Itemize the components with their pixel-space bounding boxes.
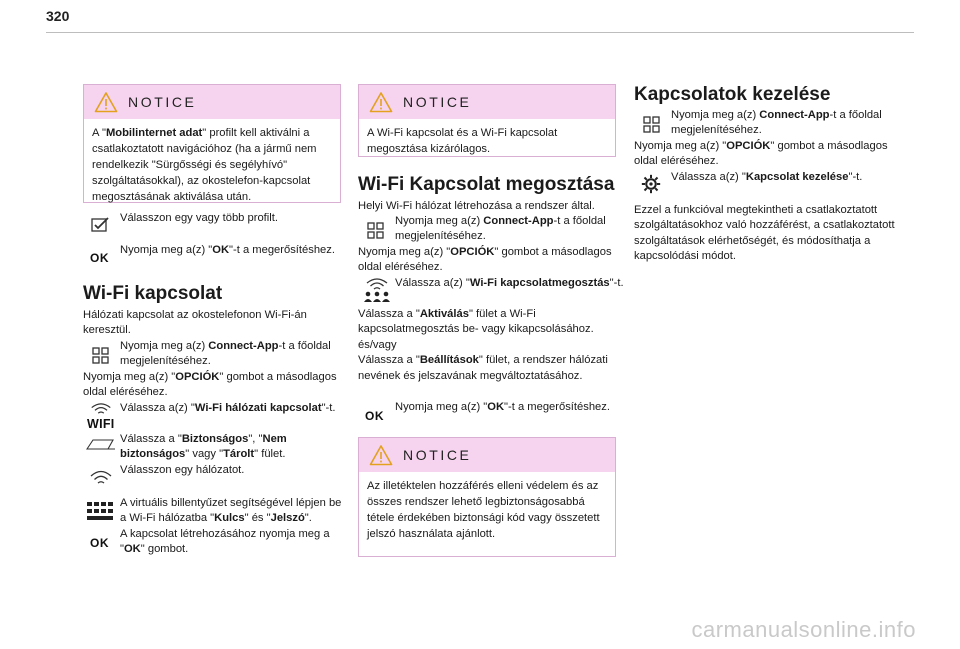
apps-grid-icon (364, 220, 388, 242)
ok-button-icon: OK (365, 409, 384, 423)
notice-box-2 (358, 84, 616, 157)
step-connect-app (358, 214, 620, 246)
step-select-profile (83, 211, 345, 233)
warning-icon (94, 91, 118, 113)
notice-header (359, 85, 615, 119)
step-text: Nyomja meg a(z) Connect-App-t a főoldal megjelenítéséhez. (395, 215, 606, 243)
step-wifi-share (358, 276, 624, 308)
step-security-tabs (83, 432, 345, 464)
step-text: Nyomja meg a(z) Connect-App-t a főoldal megjelenítéséhez. (120, 340, 331, 368)
sharing-settings-text: Válassza a "Aktiválás" fület a Wi-Fi kapcsolatmegosztás be- vagy kikapcsolásához. és/vagy Válassza a "Beállítások" fület, a rendszer hálózati nevének és jelszavának megváltoztatásához. (358, 308, 608, 382)
step-ok-create (83, 527, 345, 559)
notice-title: NOTICE (403, 94, 472, 110)
step-connect-app (634, 108, 906, 140)
step-text: Válassza a(z) "Kapcsolat kezelése"-t. (671, 171, 863, 183)
step-text: A virtuális billentyűzet segítségével lépjen be a Wi-Fi hálózatba "Kulcs" és "Jelszó". (120, 497, 342, 525)
ok-button-icon: OK (90, 251, 109, 265)
gear-icon (640, 173, 662, 195)
notice-text: A Wi-Fi kapcsolat és a Wi-Fi kapcsolat megosztása kizárólagos. (367, 127, 558, 155)
notice-header (84, 85, 340, 119)
options-instruction: Nyomja meg a(z) "OPCIÓK" gombot a másodlagos oldal eléréséhez. (634, 140, 888, 168)
ok-button-icon: OK (90, 536, 109, 550)
notice-title: NOTICE (403, 447, 472, 463)
notice-box-1 (83, 84, 341, 203)
step-text: Nyomja meg a(z) "OK"-t a megerősítéshez. (120, 244, 335, 256)
header-rule (46, 32, 914, 33)
step-ok-confirm (83, 243, 345, 275)
wifi-icon (89, 469, 113, 485)
sharing-intro: Helyi Wi-Fi hálózat létrehozása a rendszer által. (358, 200, 595, 212)
notice-header (359, 438, 615, 472)
wifi-label-icon: WIFI (87, 417, 115, 431)
step-wifi-network (83, 401, 345, 433)
step-text: A kapcsolat létrehozásához nyomja meg a "OK" gombot. (120, 528, 330, 556)
step-text: Nyomja meg a(z) "OK"-t a megerősítéshez. (395, 401, 610, 413)
apps-grid-icon (89, 345, 113, 367)
options-instruction: Nyomja meg a(z) "OPCIÓK" gombot a másodlagos oldal eléréséhez. (358, 246, 612, 274)
wifi-icon (89, 402, 113, 415)
step-text: Válassza a(z) "Wi-Fi hálózati kapcsolat"-t. (120, 402, 336, 414)
wifi-share-icon (363, 277, 391, 303)
step-text: Nyomja meg a(z) Connect-App-t a főoldal megjelenítéséhez. (671, 109, 882, 137)
apps-grid-icon (640, 114, 664, 136)
step-keyboard (83, 496, 345, 528)
notice-title: NOTICE (128, 94, 197, 110)
keyboard-icon (87, 501, 113, 521)
page-number: 320 (46, 8, 70, 24)
tabs-icon (86, 437, 116, 451)
warning-icon (369, 91, 393, 113)
heading-wifi-connection: Wi-Fi kapcsolat (83, 283, 223, 304)
options-instruction: Nyomja meg a(z) "OPCIÓK" gombot a másodlagos oldal eléréséhez. (83, 371, 337, 399)
notice-text: Az illetéktelen hozzáférés elleni védelem és az összes rendszer lehető legbiztonságosabbá tétele érdekében biztonsági kód vagy összetett jelszó használata ajánlott. (367, 480, 600, 540)
management-description: Ezzel a funkcióval megtekintheti a csatlakoztatott szolgáltatásokhoz való hozzáférést, a csatlakoztatott szolgáltatások elérhetőségét, és módosíthatja a kapcsolódási módot. (634, 204, 895, 263)
watermark: carmanualsonline.info (691, 617, 916, 642)
step-text: Válassza a(z) "Wi-Fi kapcsolatmegosztás"-t. (395, 277, 624, 289)
step-select-network (83, 463, 345, 487)
check-list-icon (89, 215, 113, 237)
step-text: Válasszon egy vagy több profilt. (120, 212, 278, 224)
step-text: Válasszon egy hálózatot. (120, 464, 245, 476)
step-ok-confirm (358, 400, 620, 432)
step-text: Válassza a "Biztonságos", "Nem biztonságos" vagy "Tárolt" fület. (120, 433, 287, 461)
heading-connection-management: Kapcsolatok kezelése (634, 84, 831, 105)
step-connect-app (83, 339, 345, 371)
step-manage-connection (634, 170, 906, 194)
warning-icon (369, 444, 393, 466)
wifi-intro: Hálózati kapcsolat az okostelefonon Wi-Fi-án keresztül. (83, 309, 307, 337)
notice-box-3 (358, 437, 616, 557)
heading-wifi-sharing: Wi-Fi Kapcsolat megosztása (358, 174, 615, 195)
notice-text: A "Mobilinternet adat" profilt kell aktiválni a csatlakoztatott navigációhoz (ha a jármű nem rendelkezik "Sürgősségi és segélyhívó" szolgáltatásokkal), az okostelefon-kapcsolat megosztásának aktiválása után. (92, 127, 317, 203)
